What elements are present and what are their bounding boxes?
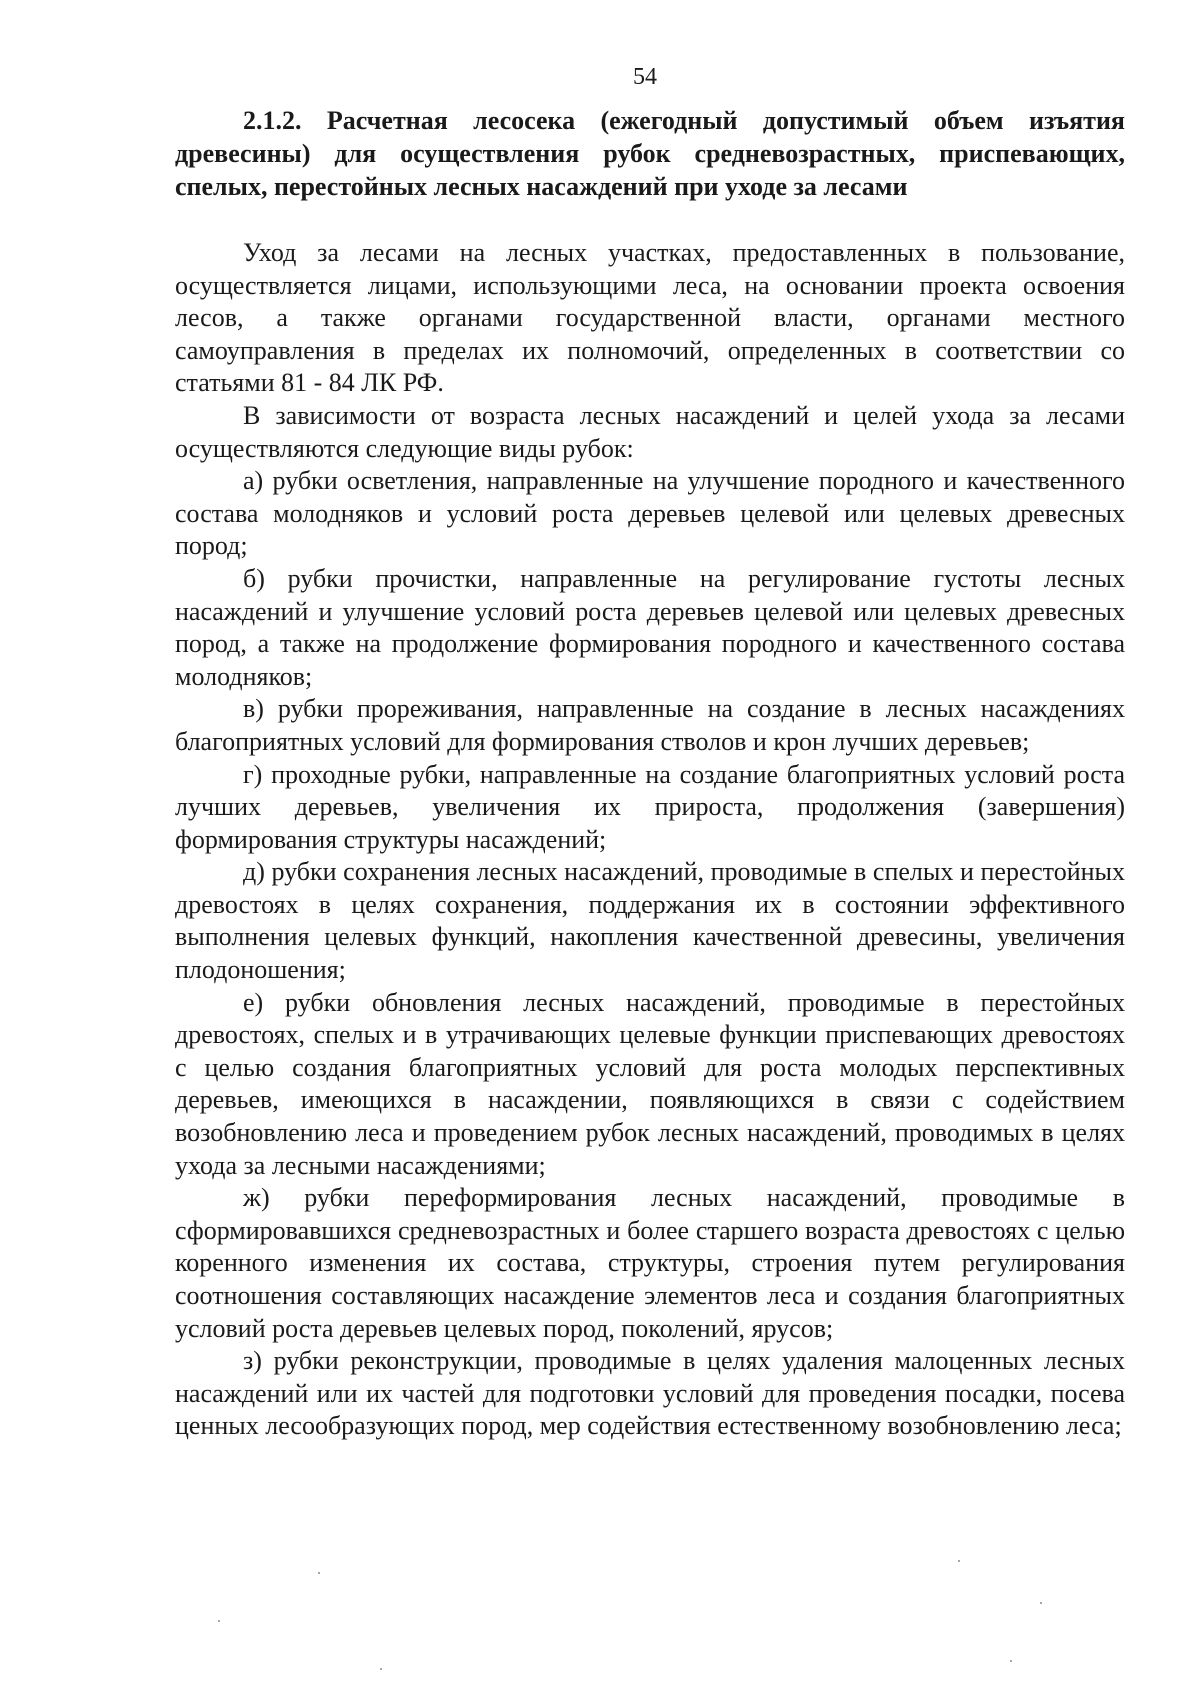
list-item-z: з) рубки реконструкции, проводимые в целях удаления малоценных лесных насаждений или их частей для подготовки условий для проведения посадки, посева ценных лесообразующих пород, мер содействия естественному возобновлению леса; [175,1346,1125,1441]
list-item-b: б) рубки прочистки, направленные на регулирование густоты лесных насаждений и улучшение условий роста деревьев целевой или целевых древесных пород, а также на продолжение формирования породного и качественного состава молодняков; [175,563,1125,691]
list-item-a: а) рубки осветления, направленные на улучшение породного и качественного состава молодняков и условий роста деревьев целевой или целевых древесных пород; [175,466,1125,561]
list-item-d: д) рубки сохранения лесных насаждений, проводимые в спелых и перестойных древостоях в целях сохранения, поддержания их в состоянии эффективного выполнения целевых функций, накопления качественной древесины, увеличения плодоношения; [175,857,1125,985]
section-heading: 2.1.2. Расчетная лесосека (ежегодный допустимый объем изъятия древесины) для осуществления рубок средневозрастных, приспевающих, спелых, перестойных лесных насаждений при уходе за лесами [175,106,1125,201]
paragraph-forest-care-intro: Уход за лесами на лесных участках, предоставленных в пользование, осуществляется лицами, использующими леса, на основании проекта освоения лесов, а также органами государственной власти, органами местного самоуправления в пределах их полномочий, определенных в соответствии со статьями 81 - 84 ЛК РФ. [175,238,1125,398]
scan-speck [1010,1660,1012,1662]
scan-speck [318,1572,320,1574]
scan-speck [218,1620,220,1622]
scan-speck [380,1668,382,1670]
list-item-zh: ж) рубки переформирования лесных насаждений, проводимые в сформировавшихся средневозрастных и более старшего возраста древостоях с целью коренного изменения их состава, структуры, строения путем регулирования соотношения составляющих насаждение элементов леса и создания благоприятных условий роста деревьев целевых пород, поколений, ярусов; [175,1183,1125,1343]
list-item-g: г) проходные рубки, направленные на создание благоприятных условий роста лучших деревьев, увеличения их прироста, продолжения (завершения) формирования структуры насаждений; [175,759,1125,854]
list-item-e: е) рубки обновления лесных насаждений, проводимые в перестойных древостоях, спелых и в утрачивающих целевые функции приспевающих древостоях с целью создания благоприятных условий для роста молодых перспективных деревьев, имеющихся в насаждении, появляющихся в связи с содействием возобновлению леса и проведением рубок лесных насаждений, проводимых в целях ухода за лесными насаждениями; [175,987,1125,1180]
scan-speck [1040,1602,1042,1604]
paragraph-cutting-types-intro: В зависимости от возраста лесных насаждений и целей ухода за лесами осуществляются следующие виды рубок: [175,400,1125,463]
scan-speck [958,1560,960,1562]
list-item-v: в) рубки прореживания, направленные на создание в лесных насаждениях благоприятных условий для формирования стволов и крон лучших деревьев; [175,694,1125,756]
document-body [175,237,1125,1443]
page-number: 54 [633,64,657,90]
